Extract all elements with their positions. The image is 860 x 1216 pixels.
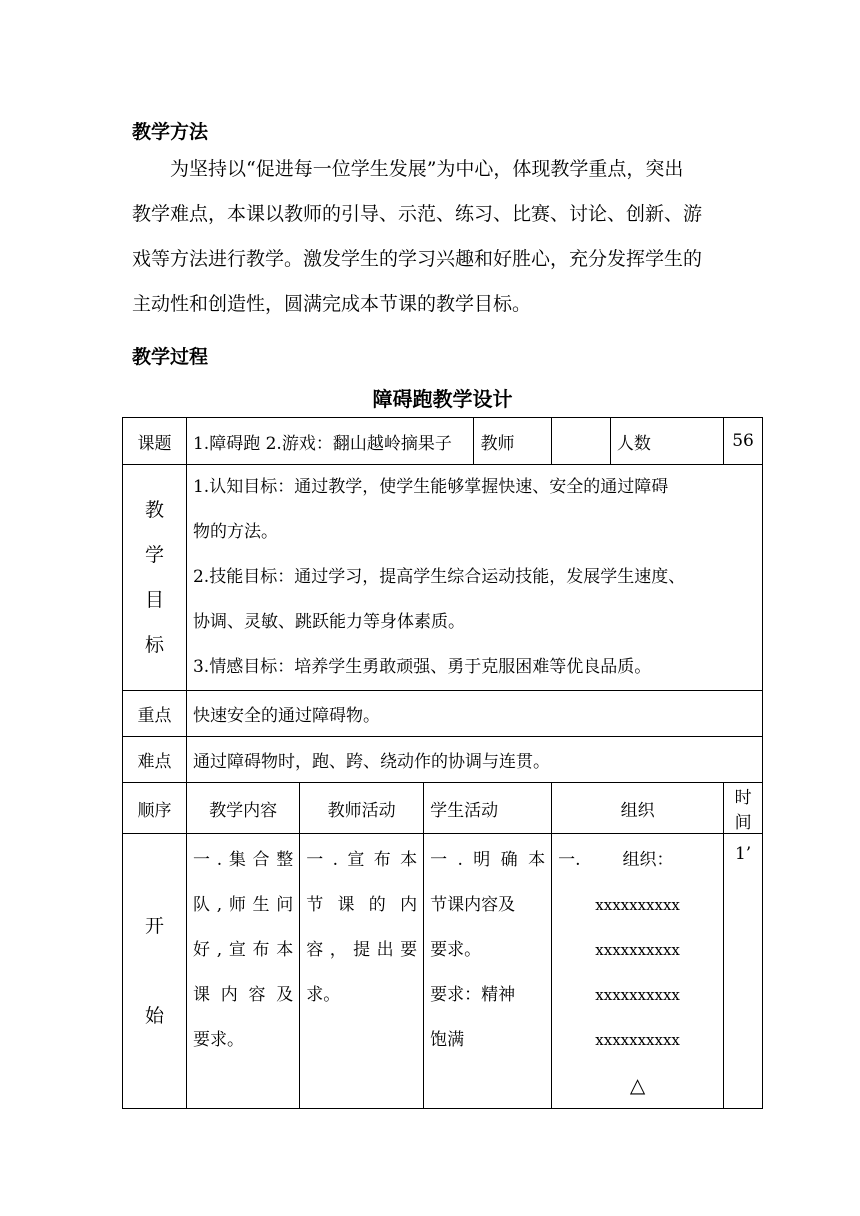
content-line: 队,师生问 <box>192 895 294 915</box>
key-text: 快速安全的通过障碍物。 <box>186 691 762 737</box>
start-organization <box>552 834 724 1109</box>
header-time: 时间 <box>724 783 763 834</box>
key-row <box>123 691 763 737</box>
section-heading-methods: 教学方法 <box>132 121 209 143</box>
teacher-line: 求。 <box>306 985 341 1005</box>
triangle-icon: △ <box>629 1073 646 1097</box>
student-line: 要求。 <box>430 940 482 960</box>
start-time: 1’ <box>724 834 763 1109</box>
student-line: 要求：精神 <box>430 985 516 1005</box>
org-heading-label: 组织： <box>622 850 674 870</box>
org-formation-row: xxxxxxxxxx <box>595 941 680 959</box>
goals-label-char: 教 <box>144 498 164 521</box>
lesson-plan-table <box>122 417 763 1109</box>
start-teacher-activity <box>300 834 424 1109</box>
student-line: 饱满 <box>430 1030 465 1050</box>
goals-label <box>123 465 187 691</box>
header-organization: 组织 <box>552 783 724 834</box>
header-teacher-activity: 教师活动 <box>300 783 424 834</box>
paragraph-line: 戏等方法进行教学。激发学生的学习兴趣和好胜心，充分发挥学生的 <box>132 248 703 270</box>
start-row <box>123 834 763 1109</box>
content-line: 好,宣布本 <box>192 940 294 960</box>
teacher-label: 教师 <box>474 418 552 465</box>
topic-row <box>123 418 763 465</box>
goals-label-char: 学 <box>144 543 164 566</box>
content-line: 要求。 <box>192 1030 244 1050</box>
goals-label-char: 目 <box>144 588 164 611</box>
org-heading-num: 一. <box>558 850 581 870</box>
count-value: 56 <box>724 418 763 465</box>
teacher-line: 节课的内 <box>306 895 418 915</box>
table-title: 障碍跑教学设计 <box>372 387 513 411</box>
goals-row <box>123 465 763 691</box>
start-label <box>123 834 187 1109</box>
start-label-char: 开 <box>144 914 164 937</box>
student-line: 节课内容及 <box>430 895 516 915</box>
teacher-value <box>552 418 611 465</box>
teacher-line: 容，提出要 <box>306 940 418 960</box>
org-formation-row: xxxxxxxxxx <box>595 986 680 1004</box>
difficulty-label: 难点 <box>123 737 187 783</box>
methods-paragraph <box>132 147 732 327</box>
student-line: 一.明确本 <box>430 850 546 870</box>
goal-line: 1.认知目标：通过教学，使学生能够掌握快速、安全的通过障碍 <box>192 477 669 497</box>
header-order: 顺序 <box>123 783 187 834</box>
goals-text <box>186 465 762 691</box>
start-label-char: 始 <box>144 1004 164 1027</box>
header-row <box>123 783 763 834</box>
content-line: 一.集合整 <box>192 850 294 870</box>
goals-label-char: 标 <box>144 633 164 656</box>
goal-line: 物的方法。 <box>192 522 278 542</box>
org-formation-row: xxxxxxxxxx <box>595 1031 680 1049</box>
header-content: 教学内容 <box>186 783 299 834</box>
start-student-activity <box>424 834 552 1109</box>
count-label: 人数 <box>610 418 723 465</box>
teacher-line: 一.宣布本 <box>306 850 418 870</box>
topic-value: 1.障碍跑 2.游戏：翻山越岭摘果子 <box>186 418 473 465</box>
difficulty-text: 通过障碍物时，跑、跨、绕动作的协调与连贯。 <box>186 737 762 783</box>
section-heading-process: 教学过程 <box>132 346 209 368</box>
topic-label: 课题 <box>123 418 187 465</box>
key-label: 重点 <box>123 691 187 737</box>
start-content <box>186 834 299 1109</box>
difficulty-row <box>123 737 763 783</box>
paragraph-line: 为坚持以“促进每一位学生发展”为中心，体现教学重点，突出 <box>170 158 684 180</box>
org-heading <box>558 838 717 883</box>
org-formation-row: xxxxxxxxxx <box>595 896 680 914</box>
paragraph-line: 主动性和创造性，圆满完成本节课的教学目标。 <box>132 293 532 315</box>
header-student-activity: 学生活动 <box>424 783 552 834</box>
goal-line: 协调、灵敏、跳跃能力等身体素质。 <box>192 612 465 632</box>
goal-line: 3.情感目标：培养学生勇敢顽强、勇于克服困难等优良品质。 <box>192 657 652 677</box>
paragraph-line: 教学难点，本课以教师的引导、示范、练习、比赛、讨论、创新、游 <box>132 203 703 225</box>
content-line: 课内容及 <box>192 985 294 1005</box>
goal-line: 2.技能目标：通过学习，提高学生综合运动技能，发展学生速度、 <box>192 567 686 587</box>
